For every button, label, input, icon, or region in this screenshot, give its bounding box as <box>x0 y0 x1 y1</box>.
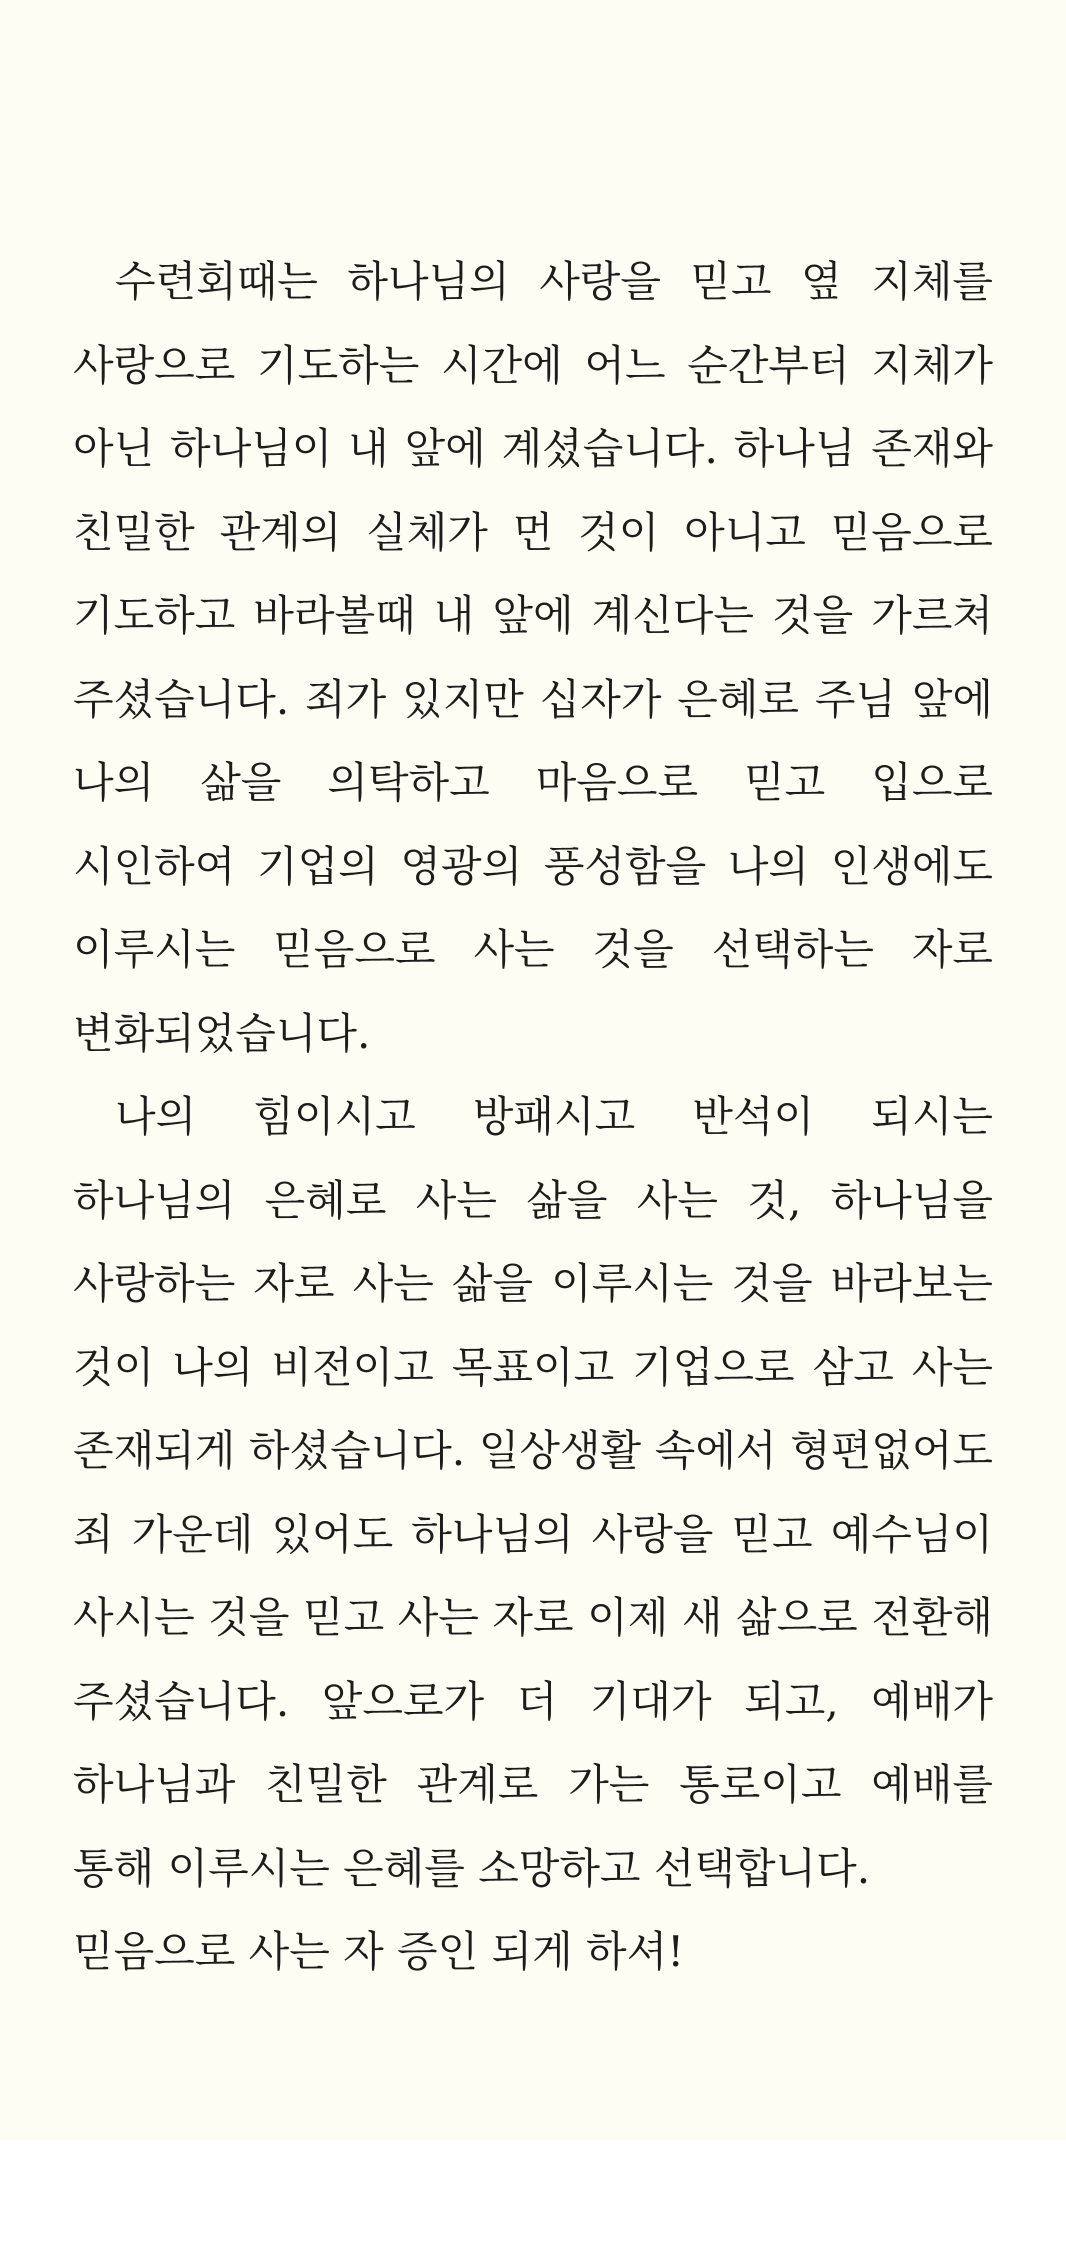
paragraph-new-life: 나의 힘이시고 방패시고 반석이 되시는 하나님의 은혜로 사는 삶을 사는 것, 하나님을 사랑하는 자로 사는 삶을 이루시는 것을 바라보는 것이 나의 비전이고 목표이고 기업으로 삼고 사는 존재되게 하셨습니다. 일상생활 속에서 형편없어도 죄 가운데 있어도 하나님의 사랑을 믿고 예수님이 사시는 것을 믿고 사는 자로 이제 새 삶으로 전환해 주셨습니다. 앞으로가 더 기대가 되고, 예배가 하나님과 친밀한 관계로 가는 통로이고 예배를 통해 이루시는 은혜를 소망하고 선택합니다. <box>73 1092 993 1893</box>
paragraph-retreat-testimony: 수련회때는 하나님의 사랑을 믿고 옆 지체를 사랑으로 기도하는 시간에 어느 순간부터 지체가 아닌 하나님이 내 앞에 계셨습니다. 하나님 존재와 친밀한 관계의 실체가 먼 것이 아니고 믿음으로 기도하고 바라볼때 내 앞에 계신다는 것을 가르쳐 주셨습니다. 죄가 있지만 십자가 은혜로 주님 앞에 나의 삶을 의탁하고 마음으로 믿고 입으로 시인하여 기업의 영광의 풍성함을 나의 인생에도 이루시는 믿음으로 사는 것을 선택하는 자로 변화되었습니다. <box>73 257 993 1058</box>
closing-line: 믿음으로 사는 자 증인 되게 하셔! <box>73 1927 685 1976</box>
article-body <box>73 240 993 1994</box>
bottom-margin <box>0 2140 1066 2244</box>
